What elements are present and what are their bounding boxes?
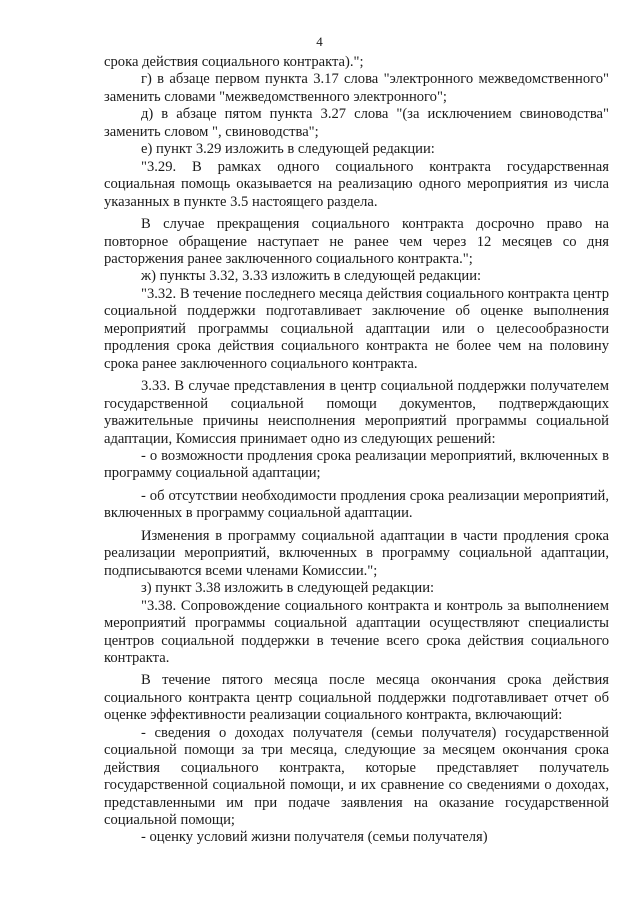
paragraph: ж) пункты 3.32, 3.33 изложить в следующей редакции: (141, 268, 482, 285)
paragraph: "3.29. В рамках одного социального контракта государственная социальная помощь оказывается на реализацию одного мероприятия из числа указанных в пункте 3.5 настоящего раздела. (104, 158, 609, 210)
paragraph: - об отсутствии необходимости продления срока реализации мероприятий, включенных в программу социальной адаптации. (104, 487, 609, 522)
paragraph: "3.38. Сопровождение социального контракта и контроль за выполнением мероприятий программы социальной адаптации осуществляют специалисты центров социальной поддержки в течение всего срока действия социального контракта. (104, 597, 609, 666)
paragraph: срока действия социального контракта)."; (104, 54, 364, 70)
paragraph: е) пункт 3.29 изложить в следующей редакции: (141, 141, 435, 158)
paragraph: В случае прекращения социального контракта досрочно право на повторное обращение наступает не ранее чем через 12 месяцев со дня расторжения ранее заключенного социального контракта."; (104, 216, 609, 267)
paragraph: з) пункт 3.38 изложить в следующей редакции: (141, 580, 435, 597)
paragraph: "3.32. В течение последнего месяца действия социального контракта центр социальной поддержки подготавливает заключение об оценке выполнения мероприятий программы социальной адаптации или о целесообразности продления срока действия социального контракта не более чем на половину срока ранее заключенного социального контракта. (104, 285, 609, 372)
paragraph: 3.33. В случае представления в центр социальной поддержки получателем государственной социальной помощи документов, подтверждающих уважительные причины неисполнения мероприятий программы социальной адаптации, Комиссия принимает одно из следующих решений: (104, 378, 609, 447)
paragraph: д) в абзаце пятом пункта 3.27 слова "(за исключением свиноводства" заменить словом ", свиноводства"; (104, 106, 609, 140)
paragraph: Изменения в программу социальной адаптации в части продления срока реализации мероприятий, включенных в программу социальной адаптации, подписываются всеми членами Комиссии."; (104, 527, 609, 579)
page-number: 4 (316, 34, 323, 49)
paragraph: - о возможности продления срока реализации мероприятий, включенных в программу социальной адаптации; (104, 447, 609, 482)
paragraph: г) в абзаце первом пункта 3.17 слова "электронного межведомственного" заменить словами "межведомственного электронного"; (104, 71, 609, 105)
paragraph: - сведения о доходах получателя (семьи получателя) государственной социальной помощи за три месяца, следующие за месяцем окончания срока действия социального контракта, которые представляет получатель государственной социальной помощи, и их сравнение со сведениями о доходах, представленными им при подаче заявления на оказание государственной социальной помощи; (104, 724, 609, 829)
document-body (104, 54, 609, 847)
paragraph: - оценку условий жизни получателя (семьи получателя) (141, 829, 488, 846)
paragraph: В течение пятого месяца после месяца окончания срока действия социального контракта центр социальной поддержки подготавливает отчет об оценке эффективности реализации социального контракта, включающий: (104, 672, 609, 724)
